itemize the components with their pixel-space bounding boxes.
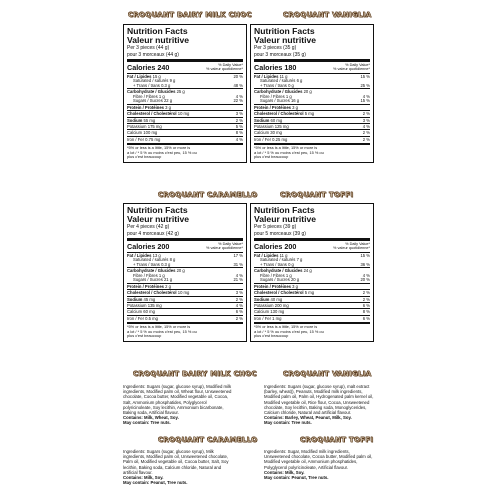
carbohydrate-row: Carbohydrate / Glucides 25 g <box>127 89 185 95</box>
serving-size-en: Per 3 pieces (44 g) <box>127 45 170 52</box>
calories: Calories 180 <box>254 62 297 72</box>
ingredients-line: polyricinoleate, Soy lecithin, Ammonium bicarbonate, <box>123 404 224 410</box>
cholesterol-row: Cholesterol / Cholestérol 5 mg 2 % <box>254 290 370 296</box>
daily-value-footnote: *5% or less is a little, 15% or more is a lot / * 5 % ou moins c'est peu, 15 % ou plus c'est beaucoup <box>127 324 197 339</box>
contains-allergens: Contains: Barley, Wheat, Peanut, Milk, Soy. <box>264 415 352 421</box>
serving-size-fr: pour 4 morceaux (42 g) <box>127 231 179 238</box>
calories: Calories 200 <box>127 241 170 251</box>
fibre-row: Fibre / Fibres 1 g 4 % <box>260 272 370 278</box>
ingredients-line: Modified vegetable oil, Ammonium phosphatides, <box>264 459 358 465</box>
may-contain-allergens: May contain: Peanut, Tree nuts. <box>264 475 329 481</box>
trans-row: + Trans / trans 0.3 g 31 % <box>133 261 243 267</box>
ingredients-line: chocolate, Cocoa butter, Modified vegetable oil, Cocoa, <box>123 394 229 400</box>
sodium-row: Sodium 55 mg 2 % <box>127 117 243 123</box>
iron-row: Iron / Fer 0.5 mg 2 % <box>127 315 243 321</box>
calcium-row: Calcium 130 mg 8 % <box>254 309 370 315</box>
ingredients-line: Ingredients: Sugars (sugar, glucose syrup), malt extract <box>264 384 370 389</box>
may-contain-allergens: May contain: Tree nuts. <box>264 420 312 426</box>
ingredients-line: Calcium chloride, Natural and artificial flavour. <box>264 410 352 416</box>
heading-toffi: CROQUANT TOFFI <box>280 191 354 199</box>
ingredients-line: artificial flavour. <box>123 469 153 475</box>
ingredients-line: Unsweetened chocolate, Cocoa butter, Modified palm oil, <box>264 454 373 460</box>
potassium-row: Potassium 135 mg 4 % <box>127 303 243 308</box>
fat-row: Fat / Lipides 11 g 15 % <box>254 252 370 258</box>
cholesterol-row: Cholesterol / Cholestérol 10 mg 3 % <box>127 111 243 117</box>
serving-size-en: Per 5 pieces (39 g) <box>254 224 297 231</box>
valeur-nutritive-title: Valeur nutritive <box>254 213 317 224</box>
serving-size-fr: pour 3 morceaux (35 g) <box>254 52 306 59</box>
heading-caramello: CROQUANT CARAMELLO <box>158 191 258 199</box>
sugars-row: Sugars / Sucres 22 g 22 % <box>133 98 243 104</box>
ingredients-line: (barley, wheat)), Peanuts, Modified milk ingredients, <box>264 389 363 395</box>
heading-dairy-milk-choc: CROQUANT DAIRY MILK CHOC <box>128 11 252 19</box>
sugars-row: Sugars / Sucres 20 g 20 % <box>260 277 370 283</box>
sodium-row: Sodium 60 mg 3 % <box>254 117 370 123</box>
serving-size-en: Per 4 pieces (42 g) <box>127 224 170 231</box>
ingredients-line: Palm oil, Modified vegetable oil, Cocoa butter, Salt, Soy <box>123 459 229 465</box>
iron-row: Iron / Fer 0.25 mg 2 % <box>254 136 370 142</box>
sugars-row: Sugars / Sucres 21 g 21 % <box>133 277 243 283</box>
carbohydrate-row: Carbohydrate / Glucides 20 g <box>254 89 312 95</box>
may-contain-allergens: May contain: Peanut, Tree nuts. <box>123 480 188 486</box>
ingredients-line: Ingredients: Sugars (sugar, glucose syrup), Milk <box>123 449 214 454</box>
heading-vaniglia: CROQUANT VANIGLIA <box>283 11 372 19</box>
ingredients-toffi <box>264 449 454 480</box>
protein-row: Protein / Protéines 3 g <box>127 104 171 110</box>
carbohydrate-row: Carbohydrate / Glucides 20 g <box>127 268 185 274</box>
sodium-row: Sodium 45 mg 2 % <box>127 296 243 302</box>
daily-value-header-fr: % valeur quotidienne* <box>333 246 370 251</box>
may-contain-allergens: May contain: Tree nuts. <box>123 420 171 426</box>
calories: Calories 240 <box>127 62 170 72</box>
nutrition-facts-title: Nutrition Facts <box>254 26 315 36</box>
fat-row: Fat / Lipides 11 g 15 % <box>254 73 370 79</box>
sodium-row: Sodium 40 mg 2 % <box>254 296 370 302</box>
ingredients-vaniglia <box>264 384 454 426</box>
ingredients-heading-vaniglia: CROQUANT VANIGLIA <box>283 370 372 378</box>
potassium-row: Potassium 125 mg 4 % <box>254 124 370 129</box>
ingredients-line: Salt, Ammonium phosphatides, Polyglycerol <box>123 399 207 405</box>
ingredients-line: Ingredients: Sugar, Modified milk ingredients, <box>264 449 350 454</box>
daily-value-header-en: % Daily Value* <box>218 63 243 68</box>
ingredients-line: Modified palm oil, Palm oil, Hydrogenated palm kernel oil, <box>264 394 374 400</box>
nutrition-facts-title: Nutrition Facts <box>254 205 315 215</box>
ingredients-line: ingredients, Modified palm oil, Wheat flour, Unsweetened <box>123 389 232 395</box>
nutrition-facts-title: Nutrition Facts <box>127 26 188 36</box>
protein-row: Protein / Protéines 3 g <box>254 104 298 110</box>
calcium-row: Calcium 30 mg 2 % <box>254 130 370 136</box>
fat-row: Fat / Lipides 15 g 20 % <box>127 73 243 79</box>
trans-row: + Trans / trans 0 g 36 % <box>260 261 370 267</box>
potassium-row: Potassium 200 mg 6 % <box>254 303 370 308</box>
ingredients-heading-toffi: CROQUANT TOFFI <box>300 436 374 444</box>
fat-row: Fat / Lipides 13 g 17 % <box>127 252 243 258</box>
cholesterol-row: Cholesterol / Cholestérol 10 mg 3 % <box>127 290 243 296</box>
valeur-nutritive-title: Valeur nutritive <box>254 34 317 45</box>
daily-value-header-en: % Daily Value* <box>345 242 370 247</box>
carbohydrate-row: Carbohydrate / Glucides 24 g <box>254 268 312 274</box>
contains-allergens: Contains: Milk, Wheat, Soy. <box>123 415 179 421</box>
fibre-row: Fibre / Fibres 1 g 4 % <box>133 93 243 99</box>
calcium-row: Calcium 100 mg 8 % <box>127 130 243 136</box>
ingredients-heading-dairy-milk-choc: CROQUANT DAIRY MILK CHOC <box>133 370 257 378</box>
valeur-nutritive-title: Valeur nutritive <box>127 34 190 45</box>
ingredients-line: Modified vegetable oil, Rice flour, Cocoa, Unsweetened <box>264 399 370 405</box>
trans-row: + Trans / trans 0.3 g 48 % <box>133 82 243 88</box>
fibre-row: Fibre / Fibres 1 g 4 % <box>260 93 370 99</box>
iron-row: Iron / Fer 0.75 mg 4 % <box>127 136 243 142</box>
contains-allergens: Contains: Milk, Soy. <box>123 475 164 481</box>
ingredients-line: ingredients, Modified palm oil, Unsweetened chocolate, <box>123 454 229 460</box>
saturated-row: Saturated / saturés 9 g <box>133 78 176 83</box>
daily-value-header-en: % Daily Value* <box>218 242 243 247</box>
ingredients-line: Ingredients: Sugars (sugar, glucose syrup), Modified milk <box>123 384 232 389</box>
protein-row: Protein / Protéines 3 g <box>254 283 298 289</box>
nutrition-panel-vaniglia <box>250 24 374 163</box>
daily-value-header-fr: % valeur quotidienne* <box>206 67 243 72</box>
ingredients-heading-caramello: CROQUANT CARAMELLO <box>158 436 258 444</box>
calories: Calories 200 <box>254 241 297 251</box>
daily-value-header-fr: % valeur quotidienne* <box>333 67 370 72</box>
ingredients-line: chocolate, Soy lecithin, Baking soda, Monoglycerides, <box>264 404 367 410</box>
calcium-row: Calcium 60 mg 6 % <box>127 309 243 315</box>
daily-value-header-en: % Daily Value* <box>345 63 370 68</box>
protein-row: Protein / Protéines 2 g <box>127 283 171 289</box>
daily-value-header-fr: % valeur quotidienne* <box>206 246 243 251</box>
ingredients-line: Baking soda, Artificial flavour. <box>123 410 179 416</box>
fibre-row: Fibre / Fibres 1 g 4 % <box>133 272 243 278</box>
daily-value-footnote: *5% or less is a little, 15% or more is a lot / * 5 % ou moins c'est peu, 15 % ou plus c'est beaucoup <box>127 145 197 160</box>
trans-row: + Trans / trans 0 g 25 % <box>260 82 370 88</box>
cholesterol-row: Cholesterol / Cholestérol 5 mg 2 % <box>254 111 370 117</box>
ingredients-line: Polyglycerol polyricinoleate, Artificial flavour. <box>264 464 349 470</box>
daily-value-footnote: *5% or less is a little, 15% or more is a lot / * 5 % ou moins c'est peu, 15 % ou plus c'est beaucoup <box>254 145 324 160</box>
sugars-row: Sugars / Sucres 16 g 15 % <box>260 98 370 104</box>
serving-size-fr: pour 5 morceaux (39 g) <box>254 231 306 238</box>
saturated-row: Saturated / saturés 8 g <box>133 257 176 262</box>
saturated-row: Saturated / saturés 6 g <box>260 78 303 83</box>
nutrition-panel-caramello <box>123 203 247 342</box>
nutrition-panel-dairy-milk-choc <box>123 24 247 163</box>
saturated-row: Saturated / saturés 7 g <box>260 257 303 262</box>
potassium-row: Potassium 175 mg 5 % <box>127 124 243 129</box>
valeur-nutritive-title: Valeur nutritive <box>127 213 190 224</box>
iron-row: Iron / Fer 1 mg 6 % <box>254 315 370 321</box>
ingredients-line: lecithin, Baking soda, Calcium chloride, Natural and <box>123 464 222 470</box>
daily-value-footnote: *5% or less is a little, 15% or more is a lot / * 5 % ou moins c'est peu, 15 % ou plus c'est beaucoup <box>254 324 324 339</box>
serving-size-fr: pour 3 morceaux (44 g) <box>127 52 179 59</box>
serving-size-en: Per 3 pieces (35 g) <box>254 45 297 52</box>
contains-allergens: Contains: Milk, Soy. <box>264 469 305 475</box>
nutrition-facts-title: Nutrition Facts <box>127 205 188 215</box>
nutrition-panel-toffi <box>250 203 374 342</box>
